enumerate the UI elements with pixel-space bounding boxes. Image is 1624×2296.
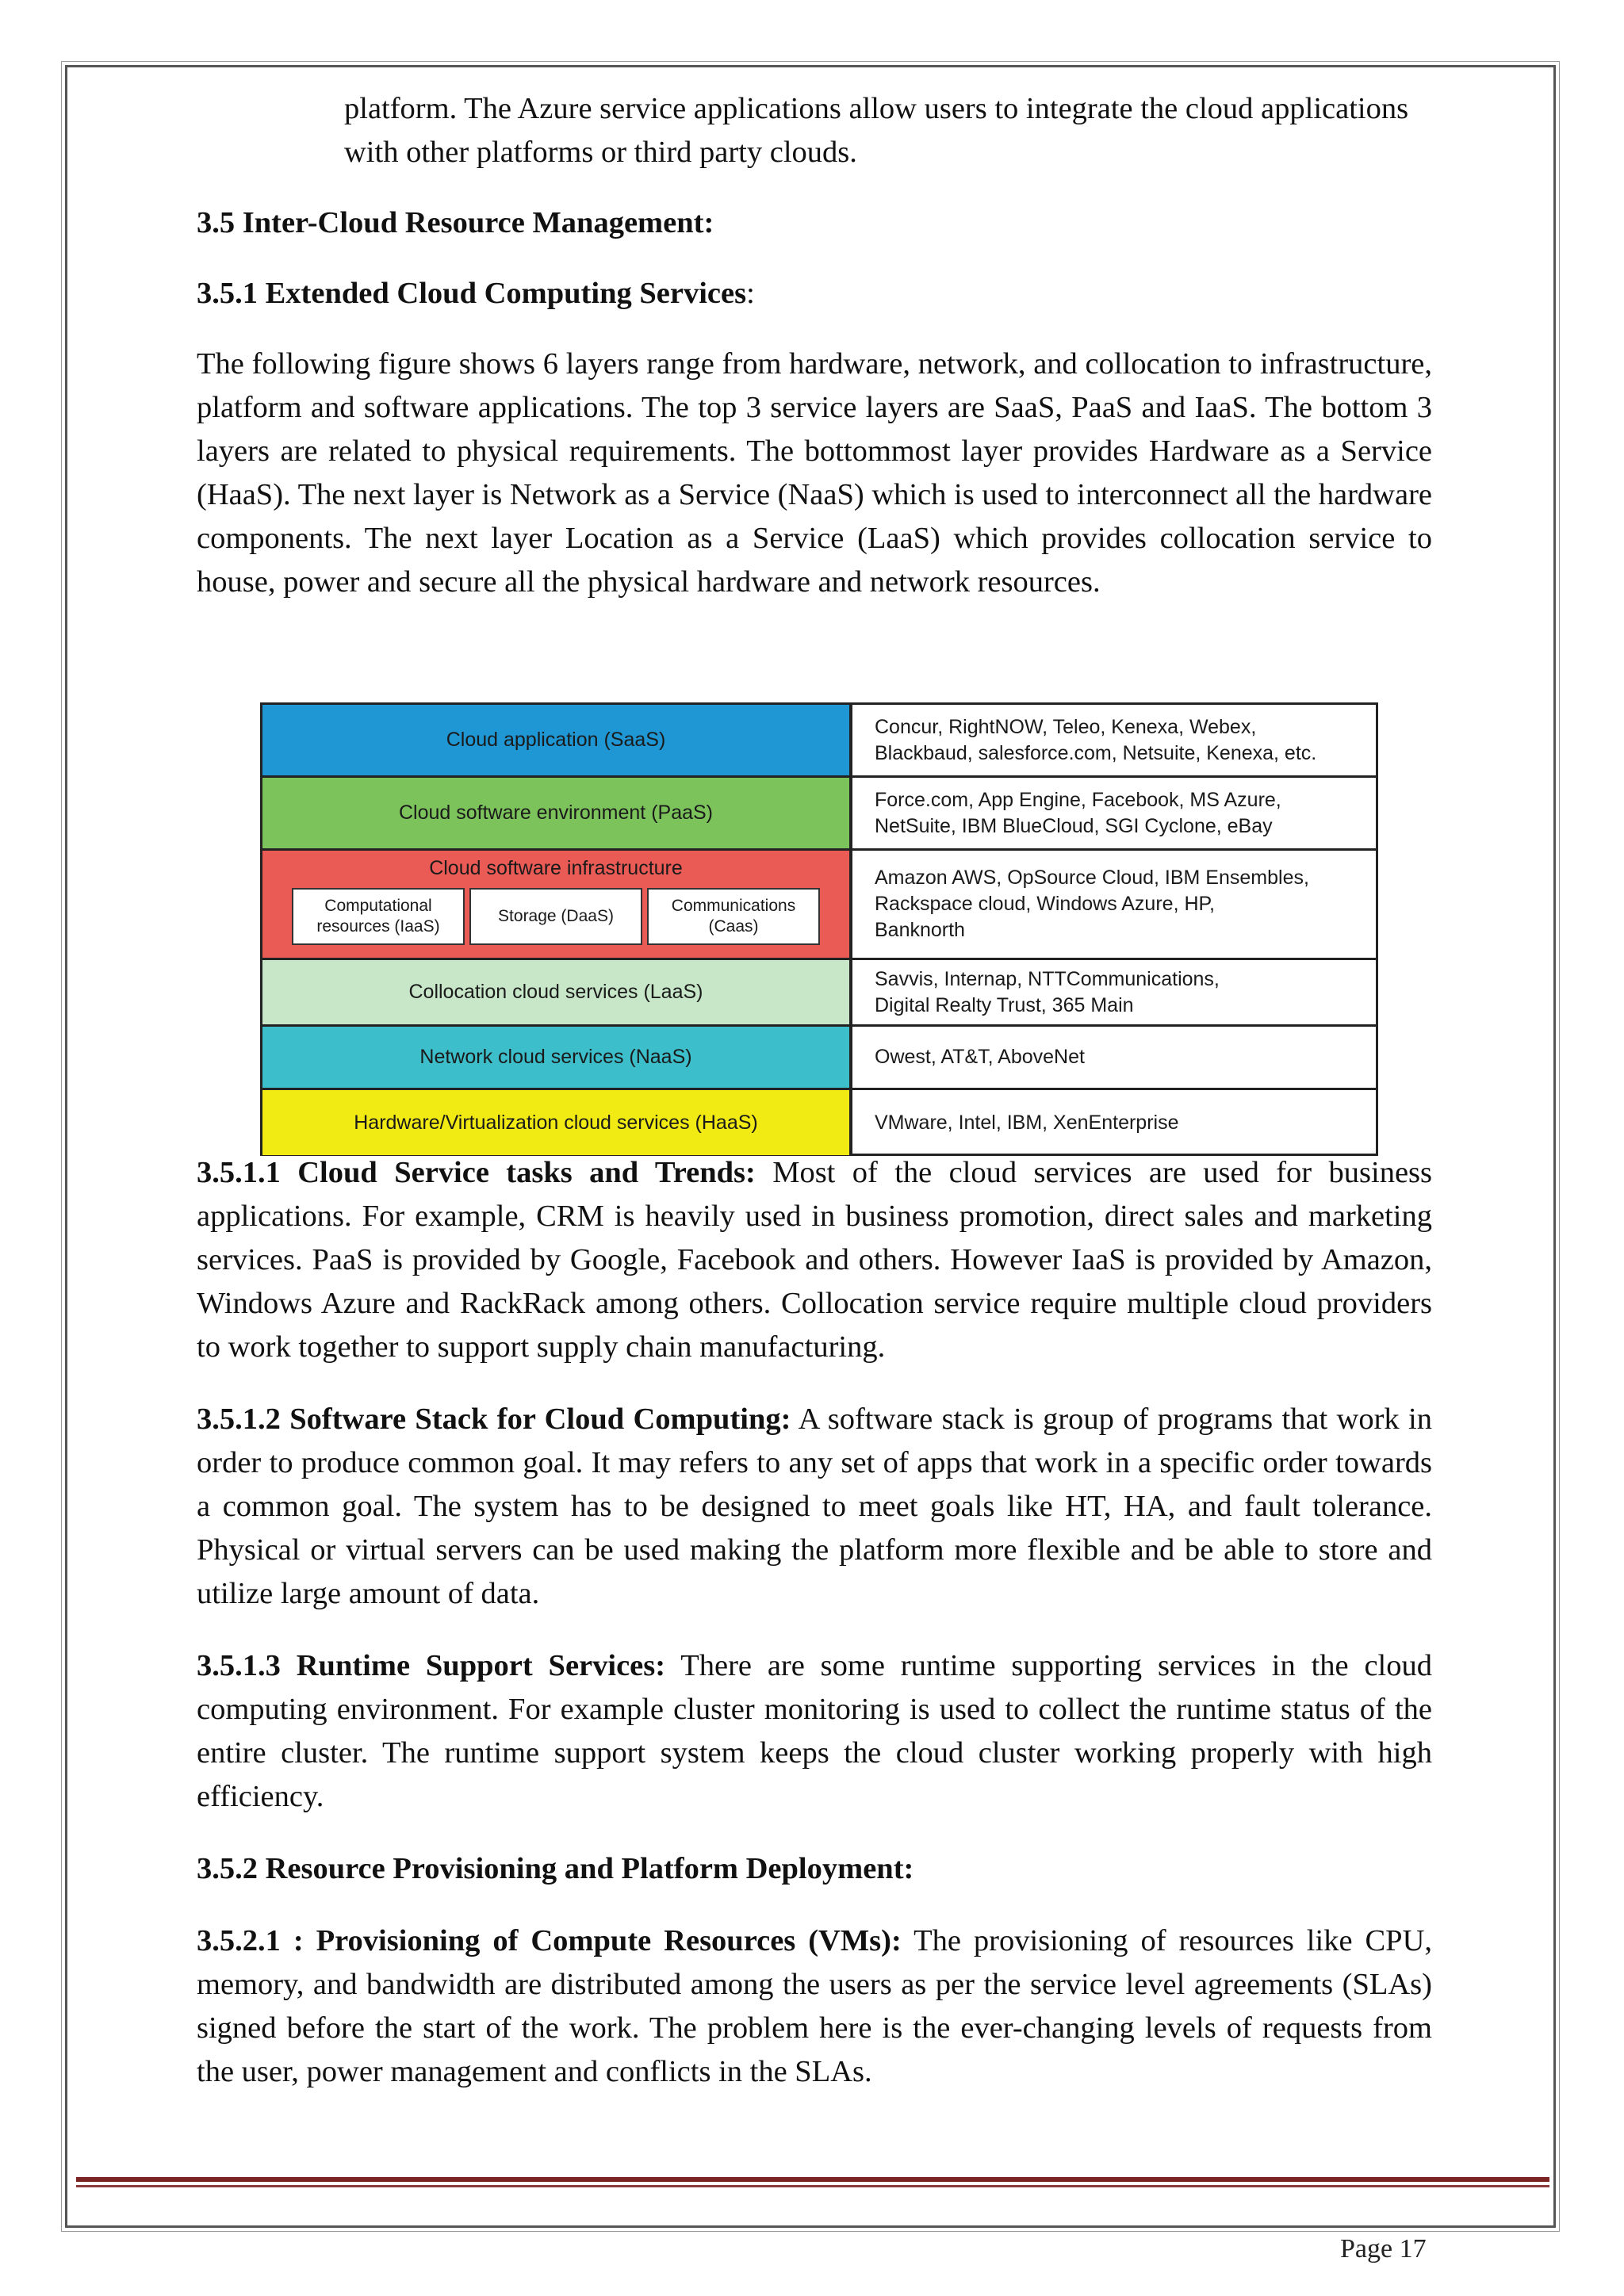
layer-laas-examples: Savvis, Internap, NTTCommunications, Digital Realty Trust, 365 Main — [852, 960, 1376, 1027]
section-heading-3-5-2: 3.5.2 Resource Provisioning and Platform Deployment: — [197, 1852, 914, 1885]
layer-infrastructure-examples: Amazon AWS, OpSource Cloud, IBM Ensembles, Rackspace cloud, Windows Azure, HP, Banknorth — [852, 851, 1376, 960]
section-heading-3-5: 3.5 Inter-Cloud Resource Management: — [197, 206, 714, 239]
section-3-5-2-1-body: The provisioning of resources like CPU, memory, and bandwidth are distributed among the users as per the service level agreements (SLAs) signed before the start of the work. The problem here is the ever-changing levels of requests from the user, power management and conflicts in the SLAs. — [197, 1924, 1433, 2088]
section-3-5-1-2-label: 3.5.1.2 Software Stack for Cloud Computing: — [197, 1402, 791, 1436]
section-3-5-1-2 — [197, 1398, 1432, 1616]
layer-saas-examples: Concur, RightNOW, Teleo, Kenexa, Webex, Blackbaud, salesforce.com, Netsuite, Kenexa, etc. — [852, 705, 1376, 778]
layer-naas-examples: Owest, AT&T, AboveNet — [852, 1027, 1376, 1090]
layer-haas: Hardware/Virtualization cloud services (HaaS) — [262, 1090, 852, 1155]
section-3-5-1-2-body: A software stack is group of programs that work in order to produce common goal. It may refers to any set of apps that work in a specific order towards a common goal. The system has to be designed to meet goals like HT, HA, and fault tolerance. Physical or virtual servers can be used making the platform more flexible and be able to store and utilize large amount of data. — [197, 1402, 1432, 1610]
section-3-5-1-3-label: 3.5.1.3 Runtime Support Services: — [197, 1649, 666, 1682]
intro-paragraph: platform. The Azure service applications allow users to integrate the cloud applications with other platforms or third party clouds. — [344, 92, 1409, 169]
footer-rule-thin — [76, 2185, 1549, 2187]
layer-paas: Cloud software environment (PaaS) — [262, 778, 852, 851]
section-3-5-2-1-label: 3.5.2.1 : Provisioning of Compute Resources (VMs): — [197, 1924, 902, 1957]
section-3-5-1-body: The following figure shows 6 layers range from hardware, network, and collocation to infrastructure, platform and software applications. The top 3 service layers are SaaS, PaaS and IaaS. The bottom 3 layers are related to physical requirements. The bottommost layer provides Hardware as a Service (HaaS). The next layer is Network as a Service (NaaS) which is used to interconnect all the hardware components. The next layer Location as a Service (LaaS) which provides collocation service to house, power and secure all the physical hardware and network resources. — [197, 347, 1432, 599]
section-3-5-2-1 — [197, 1919, 1432, 2094]
infrastructure-sublayers — [292, 888, 820, 945]
section-3-5-1-1-body: Most of the cloud services are used for business applications. For example, CRM is heavily used in business promotion, direct sales and marketing services. PaaS is provided by Google, Facebook and others. However IaaS is provided by Amazon, Windows Azure and RackRack among others. Collocation service require multiple cloud providers to work together to support supply chain manufacturing. — [197, 1156, 1432, 1364]
section-heading-3-5-1-colon: : — [746, 277, 755, 310]
layer-haas-examples: VMware, Intel, IBM, XenEnterprise — [875, 1111, 1179, 1134]
page-number: Page 17 — [1340, 2234, 1427, 2263]
layer-infrastructure-title: Cloud software infrastructure — [429, 857, 683, 879]
sublayer-caas: Communications (Caas) — [647, 888, 820, 945]
section-heading-3-5-1-label: 3.5.1 Extended Cloud Computing Services — [197, 277, 747, 310]
sublayer-iaas: Computational resources (IaaS) — [292, 888, 465, 945]
layer-infrastructure — [262, 851, 852, 960]
section-heading-3-5-1 — [197, 272, 1432, 316]
section-3-5-1-1 — [197, 1151, 1432, 1369]
section-3-5-1-3 — [197, 1644, 1432, 1819]
layer-saas: Cloud application (SaaS) — [262, 705, 852, 778]
sublayer-daas: Storage (DaaS) — [469, 888, 642, 945]
layer-naas: Network cloud services (NaaS) — [262, 1027, 852, 1090]
footer-rule — [76, 2177, 1549, 2182]
section-3-5-1-3-body: There are some runtime supporting services in the cloud computing environment. For example cluster monitoring is used to collect the runtime status of the entire cluster. The runtime support system keeps the cloud cluster working properly with high efficiency. — [197, 1649, 1433, 1813]
layer-laas: Collocation cloud services (LaaS) — [262, 960, 852, 1027]
section-3-5-1-1-label: 3.5.1.1 Cloud Service tasks and Trends: — [197, 1156, 756, 1189]
layer-paas-examples: Force.com, App Engine, Facebook, MS Azure, NetSuite, IBM BlueCloud, SGI Cyclone, eBay — [852, 778, 1376, 851]
cloud-layers-figure — [260, 702, 1378, 1156]
